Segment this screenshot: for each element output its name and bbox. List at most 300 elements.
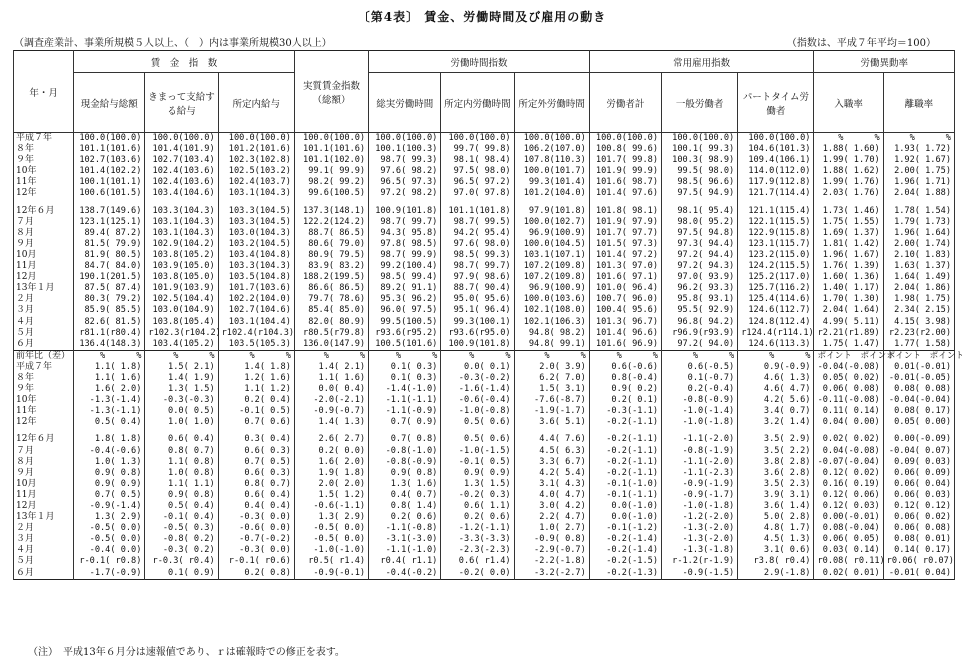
table-cell: 100.1(100.3) xyxy=(369,144,441,155)
table-cell: -0.1(-1.2) xyxy=(589,523,661,534)
table-cell: -0.3(-0.3) xyxy=(145,395,218,406)
table-cell: 98.0( 95.2) xyxy=(662,217,738,228)
table-cell: 2.0( 2.0) xyxy=(294,479,368,490)
row-label: 10月 xyxy=(14,479,74,490)
table-cell: 0.8(-0.4) xyxy=(589,373,661,384)
row-label: 11月 xyxy=(14,261,74,272)
table-cell: -0.3( 0.0) xyxy=(218,512,294,523)
table-cell: 97.2( 98.2) xyxy=(369,188,441,199)
table-cell: 3.0( 4.2) xyxy=(514,501,589,512)
table-cell: 1.5( 1.2) xyxy=(294,490,368,501)
table-cell: % % xyxy=(218,350,294,362)
table-cell: 0.8( 0.7) xyxy=(218,479,294,490)
table-cell: -0.2(-1.1) xyxy=(589,468,661,479)
table-cell: 2.0( 3.9) xyxy=(514,362,589,373)
table-cell: 0.01(-0.01) xyxy=(883,362,954,373)
table-cell: 97.5( 94.9) xyxy=(662,188,738,199)
table-cell: 4.5( 6.3) xyxy=(514,446,589,457)
row-label: ５月 xyxy=(14,556,74,567)
hours-index-group-header: 労働時間指数 xyxy=(369,51,590,73)
table-cell: 1.96( 1.64) xyxy=(883,228,954,239)
table-cell: 1.2( 1.6) xyxy=(218,373,294,384)
table-row xyxy=(14,239,955,250)
col-header-accession-rate: 入職率 xyxy=(814,73,883,133)
footnote: （注） 平成13年６月分は速報値であり、ｒは確報時での修正を表す。 xyxy=(28,647,345,658)
table-cell: -0.01( 0.04) xyxy=(883,568,954,580)
table-cell: -0.11(-0.08) xyxy=(814,395,883,406)
table-row xyxy=(14,133,955,145)
col-header-cash-earnings: 現金給与総額 xyxy=(74,73,145,133)
table-cell: -1.6(-1.4) xyxy=(441,384,514,395)
table-cell: 0.2( 0.1) xyxy=(589,395,661,406)
table-cell: 3.1( 4.3) xyxy=(514,479,589,490)
table-cell: 0.5( 0.4) xyxy=(74,417,145,428)
table-cell: 100.8( 99.6) xyxy=(589,144,661,155)
col-header-general-workers: 一般労働者 xyxy=(662,73,738,133)
table-cell: -1.7(-0.9) xyxy=(74,568,145,580)
table-cell: -1.0(-1.4) xyxy=(662,406,738,417)
table-cell: 102.5(103.2) xyxy=(218,166,294,177)
row-label: ４月 xyxy=(14,317,74,328)
row-label: ３月 xyxy=(14,305,74,316)
table-cell: -0.3(-0.2) xyxy=(441,373,514,384)
table-cell: 1.1( 1.6) xyxy=(294,373,368,384)
table-cell: 100.0(100.0) xyxy=(369,133,441,145)
table-cell: 1.5( 3.1) xyxy=(514,384,589,395)
table-cell: ポイント ポイント xyxy=(814,350,883,362)
table-cell: 4.2( 5.4) xyxy=(514,468,589,479)
table-cell: -0.2(-1.4) xyxy=(589,534,661,545)
table-cell: 0.4( 0.4) xyxy=(218,501,294,512)
table-cell: 101.7(103.6) xyxy=(218,283,294,294)
table-cell: 94.8( 99.1) xyxy=(514,339,589,351)
table-cell: 122.2(124.2) xyxy=(294,217,368,228)
table-cell: 0.6( 1.1) xyxy=(441,501,514,512)
table-cell: 96.2( 93.3) xyxy=(662,283,738,294)
table-cell: 103.4(104.8) xyxy=(218,250,294,261)
table-cell: 1.99( 1.70) xyxy=(814,155,883,166)
table-cell: 1.63( 1.37) xyxy=(883,261,954,272)
table-cell: 190.1(201.5) xyxy=(74,272,145,283)
table-cell: 1.76( 1.39) xyxy=(814,261,883,272)
table-cell: 80.3( 79.2) xyxy=(74,294,145,305)
table-cell: 100.9(101.8) xyxy=(441,339,514,351)
table-row xyxy=(14,384,955,395)
table-cell: 1.4( 1.3) xyxy=(294,417,368,428)
table-cell: 1.3( 2.9) xyxy=(294,512,368,523)
table-cell: -0.01(-0.05) xyxy=(883,373,954,384)
table-cell: 101.1(101.8) xyxy=(441,206,514,217)
table-cell: 1.8( 1.8) xyxy=(74,434,145,445)
table-cell: 0.6( 0.4) xyxy=(218,490,294,501)
table-cell: -1.2(-1.1) xyxy=(441,523,514,534)
table-cell: 0.06( 0.02) xyxy=(883,512,954,523)
table-cell: -1.1(-2.3) xyxy=(662,468,738,479)
table-cell: -1.1(-2.0) xyxy=(662,434,738,445)
table-cell: 102.3(102.8) xyxy=(218,155,294,166)
table-cell: 0.2( 0.6) xyxy=(441,512,514,523)
table-cell: 102.1(106.3) xyxy=(514,317,589,328)
table-row xyxy=(14,479,955,490)
table-cell: -0.5( 0.0) xyxy=(74,523,145,534)
table-cell: -0.9(-0.7) xyxy=(294,406,368,417)
table-cell: 2.9(-1.8) xyxy=(738,568,814,580)
table-row xyxy=(14,350,955,362)
table-cell: 101.2(104.0) xyxy=(514,188,589,199)
table-cell: 1.1( 1.2) xyxy=(218,384,294,395)
table-cell: 117.9(112.8) xyxy=(738,177,814,188)
table-cell: 1.64( 1.49) xyxy=(883,272,954,283)
row-label: ６月 xyxy=(14,568,74,580)
table-cell: 107.8(110.3) xyxy=(514,155,589,166)
table-cell: 101.1(102.0) xyxy=(294,155,368,166)
table-cell: 123.1(115.7) xyxy=(738,239,814,250)
row-label: ９年 xyxy=(14,384,74,395)
table-cell: 0.6( r1.4) xyxy=(441,556,514,567)
table-cell: 0.8( 1.4) xyxy=(369,501,441,512)
table-cell: 2.03( 1.76) xyxy=(814,188,883,199)
table-cell: 0.08( 0.17) xyxy=(883,406,954,417)
table-cell: -0.6( 0.0) xyxy=(218,523,294,534)
row-label: ８年 xyxy=(14,373,74,384)
table-cell: 123.1(125.1) xyxy=(74,217,145,228)
table-cell: 100.0(100.0) xyxy=(74,133,145,145)
table-cell: 0.1( 0.3) xyxy=(369,362,441,373)
table-cell: 101.1(101.6) xyxy=(74,144,145,155)
table-cell: 0.06( 0.08) xyxy=(883,523,954,534)
table-cell: 102.1(108.0) xyxy=(514,305,589,316)
table-cell: 4.6( 1.3) xyxy=(738,373,814,384)
table-cell: 102.5(104.4) xyxy=(145,294,218,305)
table-cell: 4.5( 1.3) xyxy=(738,534,814,545)
table-row xyxy=(14,272,955,283)
table-cell: r93.6(r95.2) xyxy=(369,328,441,339)
table-cell: 100.7( 96.0) xyxy=(589,294,661,305)
table-cell: -0.2(-1.4) xyxy=(589,545,661,556)
table-cell: 1.1( 0.8) xyxy=(145,457,218,468)
table-cell: 0.06( 0.05) xyxy=(814,534,883,545)
table-cell: -0.6(-1.1) xyxy=(294,501,368,512)
table-cell: % % xyxy=(738,350,814,362)
table-cell: 103.8(105.4) xyxy=(145,317,218,328)
table-cell: 101.1(101.6) xyxy=(294,144,368,155)
table-cell: 1.6( 2.0) xyxy=(294,457,368,468)
table-cell: 1.5( 2.1) xyxy=(145,362,218,373)
table-cell: -0.2(-1.1) xyxy=(589,457,661,468)
period-header: 年・月 xyxy=(14,51,74,133)
row-label: 10月 xyxy=(14,250,74,261)
row-label: 11年 xyxy=(14,406,74,417)
table-cell: 0.5( 0.6) xyxy=(441,434,514,445)
table-cell: 4.4( 7.6) xyxy=(514,434,589,445)
table-cell: 99.2(100.4) xyxy=(369,261,441,272)
table-cell: 100.1(101.1) xyxy=(74,177,145,188)
table-cell: 94.3( 95.8) xyxy=(369,228,441,239)
table-cell: 82.6( 81.5) xyxy=(74,317,145,328)
table-cell: 103.2(104.5) xyxy=(218,239,294,250)
table-cell: -0.04( 0.07) xyxy=(883,446,954,457)
table-cell: 0.4( 0.7) xyxy=(369,490,441,501)
table-cell: 1.60( 1.36) xyxy=(814,272,883,283)
table-cell: 100.0(100.0) xyxy=(218,133,294,145)
table-cell: 0.7( 0.5) xyxy=(74,490,145,501)
table-cell: 101.7( 97.7) xyxy=(589,228,661,239)
table-cell: 101.4(101.9) xyxy=(145,144,218,155)
table-cell: 103.1(104.3) xyxy=(145,228,218,239)
table-cell: 95.5( 92.9) xyxy=(662,305,738,316)
table-cell: 1.3( 1.6) xyxy=(369,479,441,490)
table-cell: 1.96( 1.71) xyxy=(883,177,954,188)
table-cell: -1.0(-0.8) xyxy=(441,406,514,417)
table-cell: 81.5( 79.9) xyxy=(74,239,145,250)
table-cell: 102.9(104.2) xyxy=(145,239,218,250)
table-row xyxy=(14,155,955,166)
table-cell: r0.5( r1.4) xyxy=(294,556,368,567)
table-cell: 101.4( 96.6) xyxy=(589,328,661,339)
col-header-overtime-hours: 所定外労働時間 xyxy=(514,73,589,133)
table-cell: % % xyxy=(589,350,661,362)
table-cell: -0.6(-0.4) xyxy=(441,395,514,406)
table-cell: 95.0( 95.6) xyxy=(441,294,514,305)
table-cell: 103.1(104.4) xyxy=(218,317,294,328)
table-cell: 1.0( 1.0) xyxy=(145,417,218,428)
table-cell: -0.9(-1.7) xyxy=(662,490,738,501)
table-cell: 100.4( 95.6) xyxy=(589,305,661,316)
table-row xyxy=(14,395,955,406)
table-cell: 0.9( 0.9) xyxy=(441,468,514,479)
table-cell: -0.9( 0.8) xyxy=(514,534,589,545)
table-row xyxy=(14,512,955,523)
table-cell: 122.1(115.5) xyxy=(738,217,814,228)
table-cell: r102.4(r104.3) xyxy=(218,328,294,339)
table-cell: -0.5( 0.3) xyxy=(145,523,218,534)
table-cell: -0.5( 0.0) xyxy=(74,534,145,545)
table-cell: 121.1(115.4) xyxy=(738,206,814,217)
table-cell: 84.7( 84.0) xyxy=(74,261,145,272)
table-cell: 3.2( 1.4) xyxy=(738,417,814,428)
table-cell: 101.9(103.9) xyxy=(145,283,218,294)
table-cell: 88.7( 90.4) xyxy=(441,283,514,294)
table-cell: 87.5( 87.4) xyxy=(74,283,145,294)
row-label: ２月 xyxy=(14,294,74,305)
row-label: ６月 xyxy=(14,339,74,351)
table-cell: 0.6( 0.3) xyxy=(218,468,294,479)
table-cell: 1.1( 1.8) xyxy=(74,362,145,373)
index-section xyxy=(14,133,955,351)
table-cell: 2.6( 2.7) xyxy=(294,434,368,445)
table-cell: 96.9(100.9) xyxy=(514,283,589,294)
table-cell: -0.04(-0.04) xyxy=(883,395,954,406)
table-cell: 0.06( 0.04) xyxy=(883,479,954,490)
table-cell: 0.9( 0.8) xyxy=(369,468,441,479)
table-cell: 98.5( 99.3) xyxy=(441,250,514,261)
table-cell: 97.6( 98.0) xyxy=(441,239,514,250)
table-cell: 89.4( 87.2) xyxy=(74,228,145,239)
table-cell: 100.0(103.6) xyxy=(514,294,589,305)
table-cell: 5.0( 2.8) xyxy=(738,512,814,523)
col-header-part-time-workers: パートタイム労働者 xyxy=(738,73,814,133)
table-cell: 86.6( 86.5) xyxy=(294,283,368,294)
table-cell: 97.0( 97.8) xyxy=(441,188,514,199)
table-cell: -0.2(-1.1) xyxy=(589,434,661,445)
table-row xyxy=(14,177,955,188)
table-cell: 107.2(109.8) xyxy=(514,261,589,272)
table-cell: 0.16( 0.19) xyxy=(814,479,883,490)
table-cell: -0.1(-1.0) xyxy=(589,479,661,490)
table-cell: 95.8( 93.1) xyxy=(662,294,738,305)
table-cell: 96.5( 97.2) xyxy=(441,177,514,188)
table-cell: 101.6( 97.1) xyxy=(589,272,661,283)
table-cell: 1.77( 1.58) xyxy=(883,339,954,351)
table-cell: 103.0(104.3) xyxy=(218,228,294,239)
table-cell: 0.00(-0.09) xyxy=(883,434,954,445)
table-cell: 103.3(104.5) xyxy=(218,217,294,228)
table-cell: 1.3( 1.5) xyxy=(441,479,514,490)
table-title: 〔第4表〕 賃金、労働時間及び雇用の動き xyxy=(357,10,607,24)
table-cell: -1.1(-2.0) xyxy=(662,457,738,468)
table-cell: -1.1(-1.0) xyxy=(369,545,441,556)
table-cell: -0.2(-1.1) xyxy=(589,417,661,428)
table-cell: 0.5( 0.6) xyxy=(441,417,514,428)
table-cell: 102.7(103.6) xyxy=(74,155,145,166)
table-cell: 0.00(-0.01) xyxy=(814,512,883,523)
table-cell: 103.1(104.3) xyxy=(218,188,294,199)
table-cell: 102.4(103.6) xyxy=(145,177,218,188)
table-cell: 85.4( 85.0) xyxy=(294,305,368,316)
table-cell: 101.3( 97.0) xyxy=(589,261,661,272)
table-cell: 0.05( 0.02) xyxy=(814,373,883,384)
table-cell: 100.0(102.7) xyxy=(514,217,589,228)
wage-hours-employment-table xyxy=(13,50,964,580)
table-cell: -0.2(-1.1) xyxy=(589,446,661,457)
table-cell: 98.1( 98.4) xyxy=(441,155,514,166)
table-cell: 97.9( 98.6) xyxy=(441,272,514,283)
table-cell: 6.2( 7.0) xyxy=(514,373,589,384)
table-cell: r124.4(r114.1) xyxy=(738,328,814,339)
table-cell: -1.3(-1.4) xyxy=(74,395,145,406)
table-cell: % % xyxy=(145,350,218,362)
table-row xyxy=(14,228,955,239)
table-cell: r-0.3( r0.4) xyxy=(145,556,218,567)
table-cell: -2.9(-0.7) xyxy=(514,545,589,556)
table-cell: 1.0( 2.7) xyxy=(514,523,589,534)
row-label: ８月 xyxy=(14,228,74,239)
table-cell: 102.2(104.0) xyxy=(218,294,294,305)
table-cell: 0.08( 0.01) xyxy=(883,534,954,545)
table-cell: 124.6(113.3) xyxy=(738,339,814,351)
table-cell: 101.9( 99.9) xyxy=(589,166,661,177)
table-row xyxy=(14,434,955,445)
table-cell: -0.5( 0.0) xyxy=(294,534,368,545)
table-cell: 0.11( 0.14) xyxy=(814,406,883,417)
table-row xyxy=(14,294,955,305)
table-cell: 0.6(-0.5) xyxy=(662,362,738,373)
row-label: 12年６月 xyxy=(14,206,74,217)
table-cell: 125.7(116.2) xyxy=(738,283,814,294)
table-cell: % % xyxy=(883,133,954,145)
table-cell: % % xyxy=(369,350,441,362)
row-label: 12月 xyxy=(14,272,74,283)
scope-note: （調査産業計、事業所規模５人以上、（ ）内は事業所規模30人以上） xyxy=(14,38,332,49)
table-cell: 124.2(115.5) xyxy=(738,261,814,272)
table-cell: 103.3(104.3) xyxy=(218,261,294,272)
table-cell: 101.0( 96.4) xyxy=(589,283,661,294)
table-cell: -0.5( 0.0) xyxy=(294,523,368,534)
table-cell: 0.03( 0.14) xyxy=(814,545,883,556)
row-label: 12年６月 xyxy=(14,434,74,445)
row-label: ５月 xyxy=(14,328,74,339)
table-cell: 96.5( 97.3) xyxy=(369,177,441,188)
table-cell: 3.6( 5.1) xyxy=(514,417,589,428)
table-cell: % % xyxy=(74,350,145,362)
row-label: 12年 xyxy=(14,417,74,428)
table-cell: 188.2(199.5) xyxy=(294,272,368,283)
table-cell: 3.5( 2.9) xyxy=(738,434,814,445)
table-cell: 3.3( 6.7) xyxy=(514,457,589,468)
table-cell: 1.6( 2.0) xyxy=(74,384,145,395)
table-cell: -0.04(-0.08) xyxy=(814,362,883,373)
table-cell: 0.3( 0.4) xyxy=(218,434,294,445)
table-cell: 98.7( 99.3) xyxy=(369,155,441,166)
table-cell: 106.2(107.0) xyxy=(514,144,589,155)
table-cell: 99.6(100.5) xyxy=(294,188,368,199)
row-label: ８年 xyxy=(14,144,74,155)
table-cell: 1.9( 1.8) xyxy=(294,468,368,479)
table-cell: 101.3( 96.7) xyxy=(589,317,661,328)
table-cell: 3.6( 1.4) xyxy=(738,501,814,512)
table-cell: 102.4(103.6) xyxy=(145,166,218,177)
table-cell: 96.8( 94.2) xyxy=(662,317,738,328)
table-cell: 1.96( 1.67) xyxy=(814,250,883,261)
table-cell: -7.6(-8.7) xyxy=(514,395,589,406)
table-cell: 100.0(100.0) xyxy=(294,133,368,145)
table-cell: -0.07(-0.04) xyxy=(814,457,883,468)
table-cell: 100.0(100.0) xyxy=(738,133,814,145)
table-cell: 99.5(100.5) xyxy=(369,317,441,328)
table-cell: -0.8(-1.0) xyxy=(369,446,441,457)
table-row xyxy=(14,166,955,177)
row-label: 12月 xyxy=(14,501,74,512)
table-cell: 100.0(100.0) xyxy=(662,133,738,145)
table-row xyxy=(14,556,955,567)
table-cell: 0.2( 0.4) xyxy=(218,395,294,406)
table-cell: 1.92( 1.67) xyxy=(883,155,954,166)
change-section xyxy=(14,350,964,579)
table-cell: 96.0( 97.5) xyxy=(369,305,441,316)
table-cell: 4.8( 1.7) xyxy=(738,523,814,534)
table-row xyxy=(14,217,955,228)
table-row xyxy=(14,523,955,534)
table-cell: 2.00( 1.75) xyxy=(883,166,954,177)
table-cell: 97.0( 93.9) xyxy=(662,272,738,283)
table-cell: 2.10( 1.83) xyxy=(883,250,954,261)
table-cell: r-0.1( r0.8) xyxy=(74,556,145,567)
row-label: 13年１月 xyxy=(14,512,74,523)
table-cell: 97.8( 98.5) xyxy=(369,239,441,250)
table-cell: -1.1(-1.1) xyxy=(369,395,441,406)
table-cell: -1.3(-2.0) xyxy=(662,534,738,545)
table-cell: -3.3(-3.3) xyxy=(441,534,514,545)
table-cell: -0.3( 0.0) xyxy=(218,545,294,556)
table-cell: 0.09( 0.03) xyxy=(883,457,954,468)
table-cell: -0.2( 0.3) xyxy=(441,490,514,501)
table-cell: 0.1( 0.3) xyxy=(369,373,441,384)
table-cell: 98.1( 95.4) xyxy=(662,206,738,217)
table-cell: 97.5( 94.8) xyxy=(662,228,738,239)
table-cell: 89.2( 91.1) xyxy=(369,283,441,294)
table-cell: 0.0( 0.1) xyxy=(441,362,514,373)
table-cell: 0.1( 0.9) xyxy=(145,568,218,580)
